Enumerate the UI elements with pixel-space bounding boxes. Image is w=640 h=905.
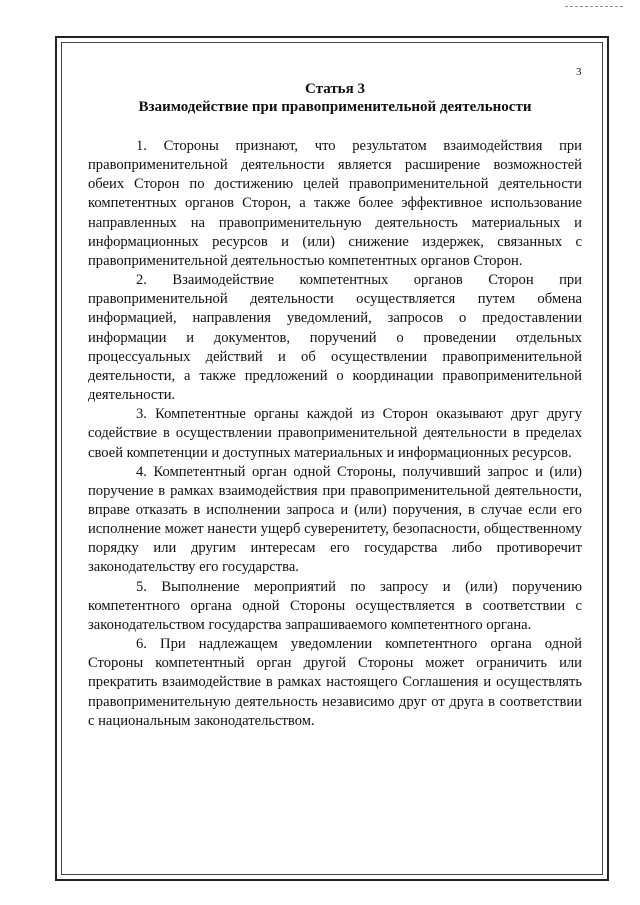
paragraph-3: 3. Компетентные органы каждой из Сторон оказывают друг другу содействие в осуществлении правоприменительной деятельности в пределах своей компетенции и доступных материальных и информационных ресурсов. [88, 406, 582, 461]
paragraph-4: 4. Компетентный орган одной Стороны, получивший запрос и (или) поручение в рамках взаимодействия при правоприменительной деятельности, вправе отказать в исполнении запроса и (или) поручения, в случае если его исполнение может нанести ущерб суверенитету, безопасности, общественному порядку или другим интересам его государства либо противоречит законодательству его государства. [88, 463, 582, 576]
scan-corner-mark [565, 6, 623, 8]
article-subtitle: Взаимодействие при правоприменительной деятельности [138, 99, 532, 115]
paragraph-6: 6. При надлежащем уведомлении компетентного органа одной Стороны компетентный орган другой Стороны может ограничить или прекратить взаимодействие в рамках настоящего Соглашения и осуществлять правоприменительную деятельность независимо друг от друга в соответствии с национальным законодательством. [88, 636, 582, 729]
paragraph-1: 1. Стороны признают, что результатом взаимодействия при правоприменительной деятельности является расширение возможностей обеих Сторон по достижению целей правоприменительной деятельности компетентных органов Сторон, а также более эффективное использование направленных на правоприменительную деятельность материальных и информационных ресурсов и (или) снижение издержек, связанных с правоприменительной деятельностью компетентных органов Сторон. [88, 138, 582, 269]
article-title: Статья 3 [305, 81, 365, 97]
page-number: 3 [576, 66, 582, 78]
article-body [88, 137, 582, 731]
paragraph-2: 2. Взаимодействие компетентных органов Сторон при правоприменительной деятельности осуществляется путем обмена информацией, направления уведомлений, запросов о предоставлении информации и документов, поручений о проведении отдельных процессуальных действий и об осуществлении правоприменительной деятельности, а также предложений о координации правоприменительной деятельности. [88, 272, 582, 404]
paragraph-5: 5. Выполнение мероприятий по запросу и (или) поручению компетентного органа одной Стороны осуществляется в соответствии с законодательством государства запрашиваемого компетентного органа. [88, 578, 582, 633]
